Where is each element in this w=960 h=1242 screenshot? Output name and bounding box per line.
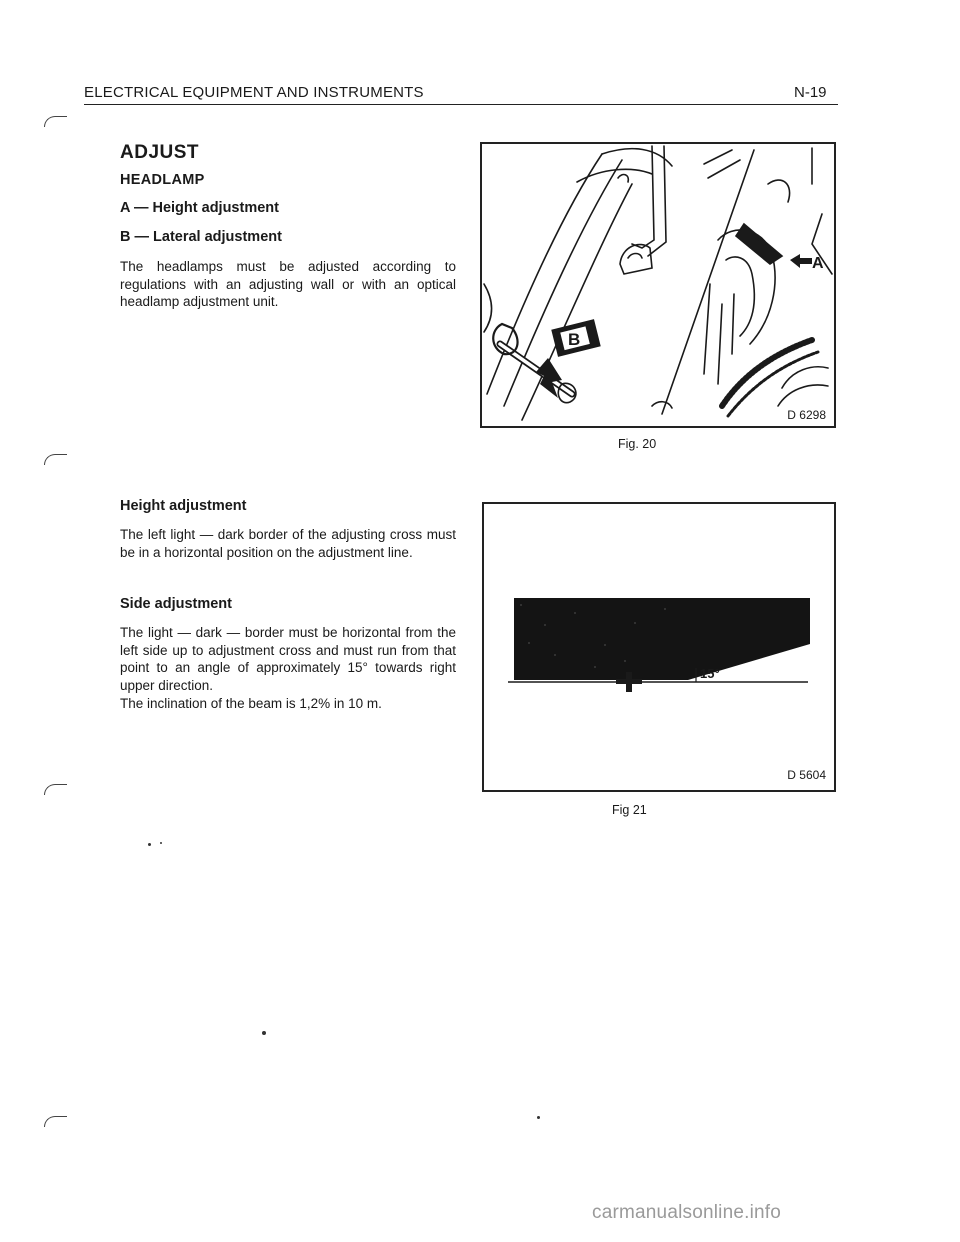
- scan-mark: [44, 784, 67, 795]
- subheading-headlamp: HEADLAMP: [120, 172, 205, 188]
- headlamp-drawing: [482, 144, 834, 426]
- angle-label: 15°: [700, 666, 720, 681]
- figure-20-code: D 6298: [787, 408, 826, 422]
- label-lateral-adjustment: B — Lateral adjustment: [120, 229, 282, 245]
- heading-adjust: ADJUST: [120, 142, 200, 163]
- side-adjustment-text: The light — dark — border must be horizontal from the left side up to adjustment cross and must run from that point to an angle of approximately 15° towards right upper direction.: [120, 625, 456, 693]
- section-title: ELECTRICAL EQUIPMENT AND INSTRUMENTS: [84, 84, 424, 101]
- watermark: carmanualsonline.info: [592, 1202, 782, 1223]
- figure-21-caption: Fig 21: [612, 803, 647, 817]
- label-b-marker: [551, 319, 600, 357]
- scan-speck: [537, 1116, 540, 1119]
- figure-21-code: D 5604: [787, 768, 826, 782]
- figure-20-caption: Fig. 20: [618, 437, 657, 451]
- scan-speck: [262, 1031, 266, 1035]
- scan-mark: [44, 1116, 67, 1127]
- scan-speck: [160, 842, 162, 844]
- page-number: N-19: [794, 84, 827, 101]
- scan-mark: [44, 454, 67, 465]
- height-adjustment-text: The left light — dark border of the adjusting cross must be in a horizontal position on the adjustment line.: [120, 527, 456, 560]
- scan-mark: [44, 116, 67, 127]
- label-b: B: [568, 330, 581, 349]
- scan-speck: [148, 843, 151, 846]
- inclination-text: The inclination of the beam is 1,2% in 10 m.: [120, 696, 382, 711]
- arrow-left-icon: [790, 254, 812, 268]
- figure-20-illustration: [480, 142, 836, 428]
- dark-zone: [514, 598, 810, 680]
- side-adjustment-title: Side adjustment: [120, 596, 232, 612]
- figure-21-diagram: [482, 502, 836, 792]
- intro-paragraph: The headlamps must be adjusted according to regulations with an adjusting wall or with an optical headlamp adjustment unit.: [120, 259, 456, 309]
- beam-pattern-diagram: [484, 504, 834, 790]
- height-adjustment-title: Height adjustment: [120, 498, 247, 514]
- header-rule: [84, 104, 838, 105]
- label-a: A: [812, 255, 824, 272]
- label-height-adjustment: A — Height adjustment: [120, 200, 279, 216]
